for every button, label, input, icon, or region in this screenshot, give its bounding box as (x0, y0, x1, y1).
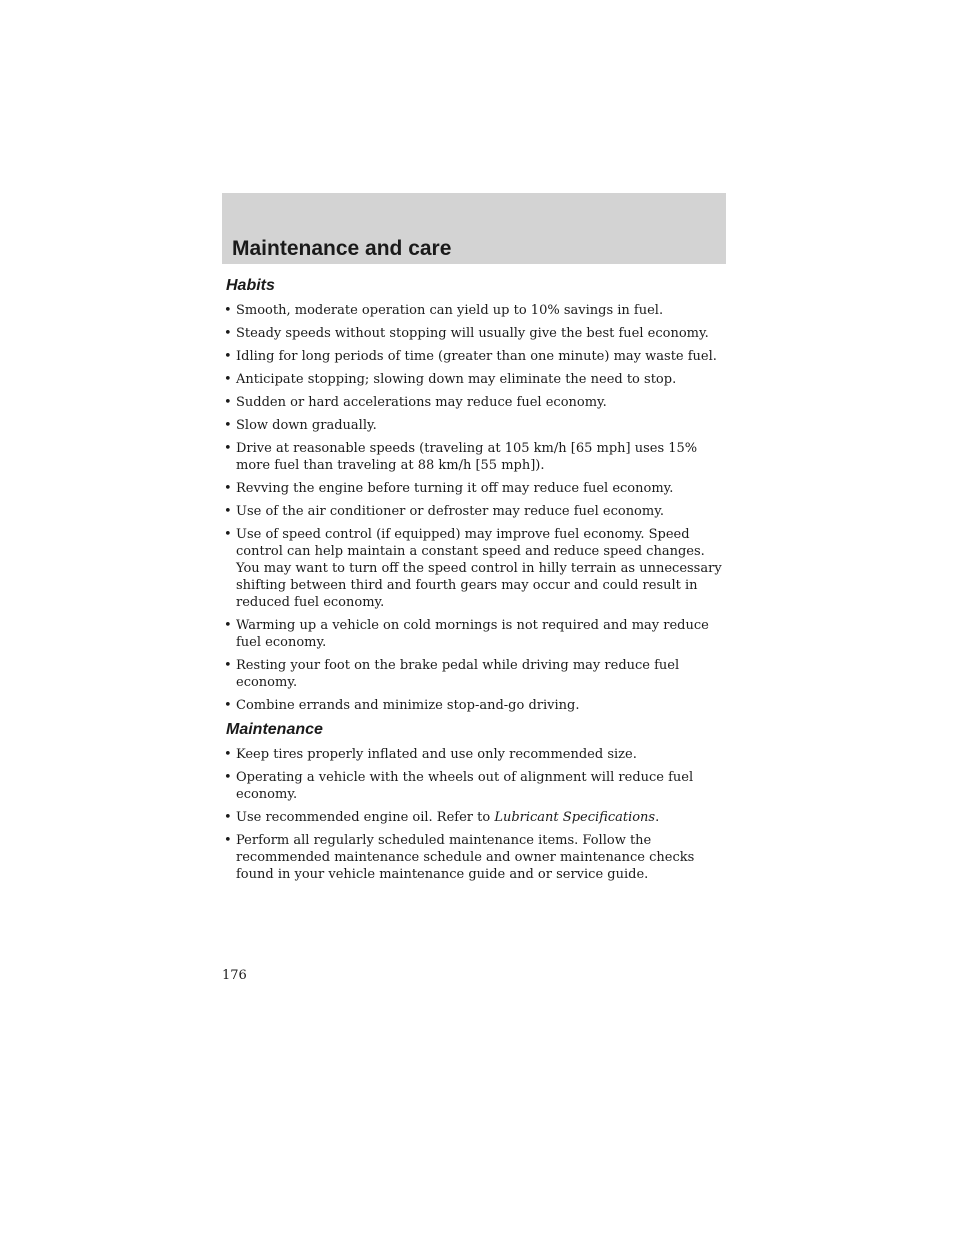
list-item: • Idling for long periods of time (greater than one minute) may waste fuel. (224, 349, 717, 364)
section-header-band (222, 193, 726, 264)
lubricant-specifications-reference: Lubricant Specifications (494, 810, 656, 825)
bullet-icon: • (224, 698, 232, 713)
list-item: • Warming up a vehicle on cold mornings is not required and may reduce fuel economy. (224, 618, 709, 650)
list-item: • Drive at reasonable speeds (traveling at 105 km/h [65 mph] uses 15% more fuel than traveling at 88 km/h [55 mph]). (224, 441, 698, 473)
habits-heading: Habits (226, 277, 275, 294)
bullet-icon: • (224, 770, 232, 785)
bullet-icon: • (224, 372, 232, 387)
bullet-icon: • (224, 810, 232, 825)
page-content (222, 276, 726, 889)
list-item: • Resting your foot on the brake pedal while driving may reduce fuel economy. (224, 658, 680, 690)
list-item: • Use of the air conditioner or defroster may reduce fuel economy. (224, 504, 664, 519)
list-item: • Use of speed control (if equipped) may improve fuel economy. Speed control can help maintain a constant speed and reduce speed changes. You may want to turn off the speed control in hilly terrain as unnecessary shifting between third and fourth gears may occur and could result in reduced fuel economy. (224, 527, 722, 610)
bullet-icon: • (224, 418, 232, 433)
list-item: • Revving the engine before turning it off may reduce fuel economy. (224, 481, 674, 496)
bullet-icon: • (224, 833, 232, 848)
list-item: • Keep tires properly inflated and use only recommended size. (224, 747, 637, 762)
bullet-icon: • (224, 618, 232, 633)
list-item: • Operating a vehicle with the wheels out of alignment will reduce fuel economy. (224, 770, 694, 802)
list-item: • Use recommended engine oil. Refer to Lubricant Specifications. (224, 810, 660, 825)
bullet-icon: • (224, 658, 232, 673)
list-item: • Sudden or hard accelerations may reduce fuel economy. (224, 395, 607, 410)
bullet-icon: • (224, 527, 232, 542)
maintenance-heading: Maintenance (226, 721, 323, 738)
list-item: • Slow down gradually. (224, 418, 377, 433)
bullet-icon: • (224, 349, 232, 364)
list-item: • Perform all regularly scheduled maintenance items. Follow the recommended maintenance schedule and owner maintenance checks found in your vehicle maintenance guide and or service guide. (224, 833, 695, 882)
bullet-icon: • (224, 326, 232, 341)
bullet-icon: • (224, 504, 232, 519)
page-number: 176 (222, 968, 247, 983)
list-item: • Combine errands and minimize stop-and-go driving. (224, 698, 580, 713)
list-item: • Anticipate stopping; slowing down may eliminate the need to stop. (224, 372, 677, 387)
page-title: Maintenance and care (232, 237, 452, 260)
bullet-icon: • (224, 481, 232, 496)
bullet-icon: • (224, 395, 232, 410)
list-item: • Steady speeds without stopping will usually give the best fuel economy. (224, 326, 709, 341)
bullet-icon: • (224, 303, 232, 318)
bullet-icon: • (224, 441, 232, 456)
bullet-icon: • (224, 747, 232, 762)
habits-list (222, 302, 726, 714)
list-item: • Smooth, moderate operation can yield up to 10% savings in fuel. (224, 303, 664, 318)
maintenance-list (222, 746, 726, 883)
